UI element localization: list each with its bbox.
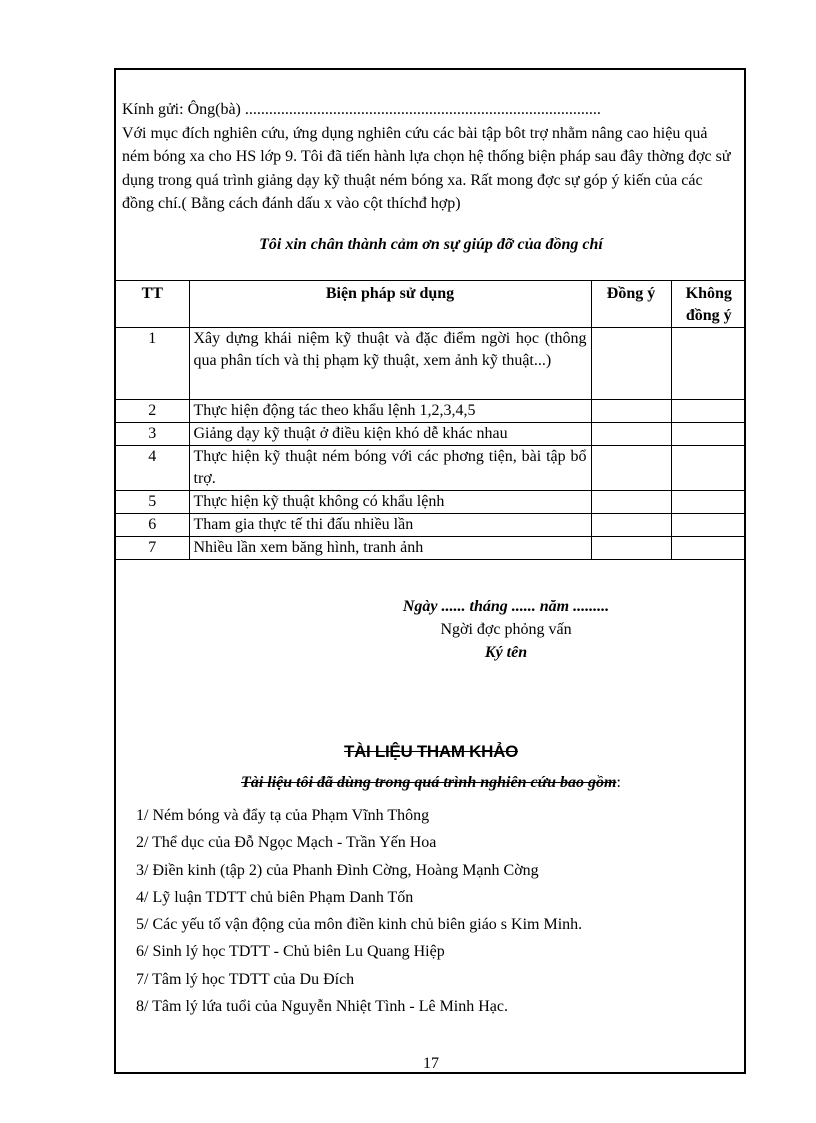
table-row bbox=[116, 328, 746, 400]
row-number: 6 bbox=[116, 514, 189, 537]
disagree-cell[interactable] bbox=[671, 423, 746, 446]
intro-body: Với mục đích nghiên cứu, ứng dụng nghiên cứu các bài tập bôt trợ nhằm nâng cao hiệu quả ném bóng xa cho HS lớp 9. Tôi đã tiến hành lựa chọn hệ thống biện pháp sau đây thờng đợc sử dụng trong quá trình giảng dạy kỹ thuật ném bóng xa. Rất mong đợc sự góp ý kiến của các đồng chí.( Bằng cách đánh dấu x vào cột thíchđ hợp) bbox=[122, 124, 731, 212]
row-description: Thực hiện kỹ thuật ném bóng với các phơng tiện, bài tập bổ trợ. bbox=[189, 446, 591, 491]
salutation: Kính gửi: Ông(bà) ......................................................................................... bbox=[122, 101, 601, 118]
table-header-row bbox=[116, 281, 746, 328]
disagree-cell[interactable] bbox=[671, 514, 746, 537]
agree-cell[interactable] bbox=[591, 423, 671, 446]
table-row bbox=[116, 446, 746, 491]
thanks-line: Tôi xin chân thành cảm ơn sự giúp đỡ của đồng chí bbox=[259, 236, 603, 253]
list-item: 6/ Sinh lý học TDTT - Chủ biên Lu Quang Hiệp bbox=[136, 943, 445, 961]
row-description: Xây dựng khái niệm kỹ thuật và đặc điểm ngời học (thông qua phân tích và thị phạm kỹ thuật, xem ảnh kỹ thuật...) bbox=[189, 328, 591, 400]
row-number: 2 bbox=[116, 400, 189, 423]
disagree-cell[interactable] bbox=[671, 328, 746, 400]
row-description: Tham gia thực tế thi đấu nhiều lần bbox=[189, 514, 591, 537]
agree-cell[interactable] bbox=[591, 491, 671, 514]
header-measure: Biện pháp sử dụng bbox=[189, 281, 591, 328]
row-number: 5 bbox=[116, 491, 189, 514]
row-description: Thực hiện kỹ thuật không có khẩu lệnh bbox=[189, 491, 591, 514]
references-subtitle-colon: : bbox=[616, 774, 621, 791]
list-item: 3/ Điền kinh (tập 2) của Phanh Đình Cờng, Hoàng Mạnh Cờng bbox=[136, 861, 539, 879]
row-description: Thực hiện động tác theo khẩu lệnh 1,2,3,4,5 bbox=[189, 400, 591, 423]
row-number: 7 bbox=[116, 537, 189, 560]
page-number: 17 bbox=[423, 1055, 439, 1072]
list-item: 5/ Các yếu tố vận động của môn điền kinh chủ biên giáo s Kim Minh. bbox=[136, 916, 583, 934]
agree-cell[interactable] bbox=[591, 537, 671, 560]
row-description: Giảng dạy kỹ thuật ở điều kiện khó dễ khác nhau bbox=[189, 423, 591, 446]
sign-label: Ký tên bbox=[484, 644, 528, 661]
disagree-cell[interactable] bbox=[671, 446, 746, 491]
list-item: 2/ Thể dục của Đỗ Ngọc Mạch - Trần Yến Hoa bbox=[136, 834, 437, 852]
row-number: 3 bbox=[116, 423, 189, 446]
disagree-cell[interactable] bbox=[671, 400, 746, 423]
agree-cell[interactable] bbox=[591, 446, 671, 491]
list-item: 8/ Tâm lý lứa tuổi của Nguyễn Nhiệt Tình - Lê Minh Hạc. bbox=[136, 998, 508, 1016]
references-list bbox=[136, 802, 736, 1020]
list-item: 4/ Lỹ luận TDTT chủ biên Phạm Danh Tốn bbox=[136, 888, 414, 906]
table-row bbox=[116, 537, 746, 560]
table-row bbox=[116, 423, 746, 446]
table-row bbox=[116, 400, 746, 423]
page-frame bbox=[114, 68, 746, 1074]
intro-section bbox=[122, 98, 734, 216]
table-row bbox=[116, 491, 746, 514]
disagree-cell[interactable] bbox=[671, 537, 746, 560]
table-row bbox=[116, 514, 746, 537]
header-agree: Đồng ý bbox=[591, 281, 671, 328]
references-title: TÀI LIỆU THAM KHẢO bbox=[343, 742, 519, 761]
disagree-cell[interactable] bbox=[671, 491, 746, 514]
header-disagree: Không đồng ý bbox=[671, 281, 746, 328]
date-line: Ngày ...... tháng ...... năm ......... bbox=[402, 598, 610, 615]
header-tt: TT bbox=[116, 281, 189, 328]
row-description: Nhiều lần xem băng hình, tranh ảnh bbox=[189, 537, 591, 560]
references-subtitle: Tài liệu tôi đã dùng trong quá trình nghiên cứu bao gồm bbox=[241, 774, 617, 791]
survey-table bbox=[116, 280, 746, 560]
list-item: 7/ Tâm lý học TDTT của Du Đích bbox=[136, 970, 355, 988]
row-number: 1 bbox=[116, 328, 189, 400]
list-item: 1/ Ném bóng và đẩy tạ của Phạm Vĩnh Thông bbox=[136, 807, 430, 824]
interviewee-label: Ngời đợc phỏng vấn bbox=[440, 621, 572, 638]
agree-cell[interactable] bbox=[591, 328, 671, 400]
agree-cell[interactable] bbox=[591, 514, 671, 537]
row-number: 4 bbox=[116, 446, 189, 491]
references-subtitle-line bbox=[116, 774, 746, 792]
signature-block bbox=[386, 595, 626, 664]
agree-cell[interactable] bbox=[591, 400, 671, 423]
